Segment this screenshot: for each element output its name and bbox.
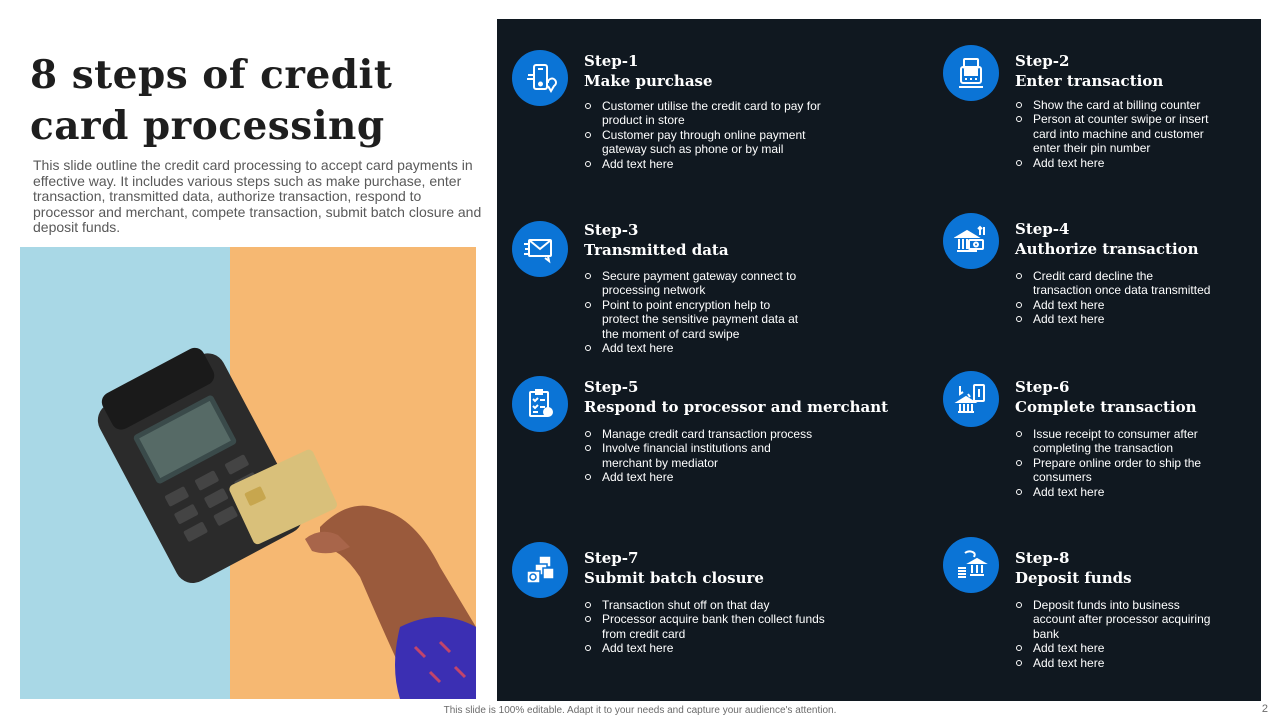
bullet: Add text here — [584, 641, 834, 655]
step-title: Complete transaction — [1015, 398, 1197, 416]
step-number: Step-3 — [584, 221, 639, 239]
bullet: Deposit funds into business account after processor acquiring bank — [1015, 598, 1215, 641]
bullet: Involve financial institutions and merchant by mediator — [584, 441, 824, 470]
page-number: 2 — [1261, 703, 1268, 715]
bullet: Transaction shut off on that day — [584, 598, 834, 612]
bullet: Credit card decline the transaction once data transmitted — [1015, 269, 1215, 298]
step-title: Deposit funds — [1015, 569, 1132, 587]
step-number: Step-8 — [1015, 549, 1070, 567]
step-bullets — [1015, 427, 1215, 499]
bullet: Add text here — [1015, 656, 1215, 670]
step-bullets — [1015, 98, 1215, 170]
step-bullets — [1015, 269, 1215, 327]
step-bullets — [584, 269, 804, 355]
bullet: Customer pay through online payment gateway such as phone or by mail — [584, 128, 834, 157]
step-title: Make purchase — [584, 72, 713, 90]
step-title: Transmitted data — [584, 241, 729, 259]
boxes-icon — [512, 542, 568, 598]
step-number: Step-4 — [1015, 220, 1070, 238]
step-number: Step-5 — [584, 378, 639, 396]
bullet: Issue receipt to consumer after completing the transaction — [1015, 427, 1215, 456]
mobile-payment-icon — [512, 50, 568, 106]
bullet: Add text here — [1015, 485, 1215, 499]
step-bullets — [584, 427, 824, 485]
bullet: Show the card at billing counter — [1015, 98, 1215, 112]
step-title: Authorize transaction — [1015, 240, 1199, 258]
step-number: Step-2 — [1015, 52, 1070, 70]
slide-title: 8 steps of credit card processing — [30, 52, 393, 149]
card-terminal-icon — [943, 45, 999, 101]
card-payment-photo — [20, 247, 476, 699]
bullet: Add text here — [1015, 156, 1215, 170]
step-bullets — [584, 99, 834, 171]
checklist-icon — [512, 376, 568, 432]
bullet: Add text here — [1015, 298, 1215, 312]
bullet: Secure payment gateway connect to processing network — [584, 269, 804, 298]
bank-exchange-icon — [943, 371, 999, 427]
slide-description: This slide outline the credit card processing to accept card payments in effective way. It includes various steps such as make purchase, enter transaction, transmitted data, authorize transaction, respond to processor and merchant, compete transaction, submit batch closure and deposit funds. — [33, 157, 482, 235]
email-send-icon — [512, 221, 568, 277]
bank-deposit-icon — [943, 537, 999, 593]
step-number: Step-7 — [584, 549, 639, 567]
bullet: Processor acquire bank then collect funds from credit card — [584, 612, 834, 641]
bullet: Add text here — [584, 470, 824, 484]
bullet: Person at counter swipe or insert card into machine and customer enter their pin number — [1015, 112, 1215, 155]
bullet: Add text here — [584, 341, 804, 355]
step-number: Step-6 — [1015, 378, 1070, 396]
step-bullets — [584, 598, 834, 656]
step-number: Step-1 — [584, 52, 639, 70]
step-title: Respond to processor and merchant — [584, 398, 889, 416]
step-bullets — [1015, 598, 1215, 670]
bullet: Add text here — [584, 157, 834, 171]
bullet: Manage credit card transaction process — [584, 427, 824, 441]
bullet: Customer utilise the credit card to pay for product in store — [584, 99, 834, 128]
bullet: Prepare online order to ship the consumers — [1015, 456, 1215, 485]
bullet: Add text here — [1015, 312, 1215, 326]
footer-note: This slide is 100% editable. Adapt it to your needs and capture your audience's attention. — [443, 705, 837, 716]
bullet: Point to point encryption help to protect the sensitive payment data at the moment of card swipe — [584, 298, 804, 341]
step-title: Submit batch closure — [584, 569, 764, 587]
step-title: Enter transaction — [1015, 72, 1164, 90]
bullet: Add text here — [1015, 641, 1215, 655]
bank-transfer-icon — [943, 213, 999, 269]
